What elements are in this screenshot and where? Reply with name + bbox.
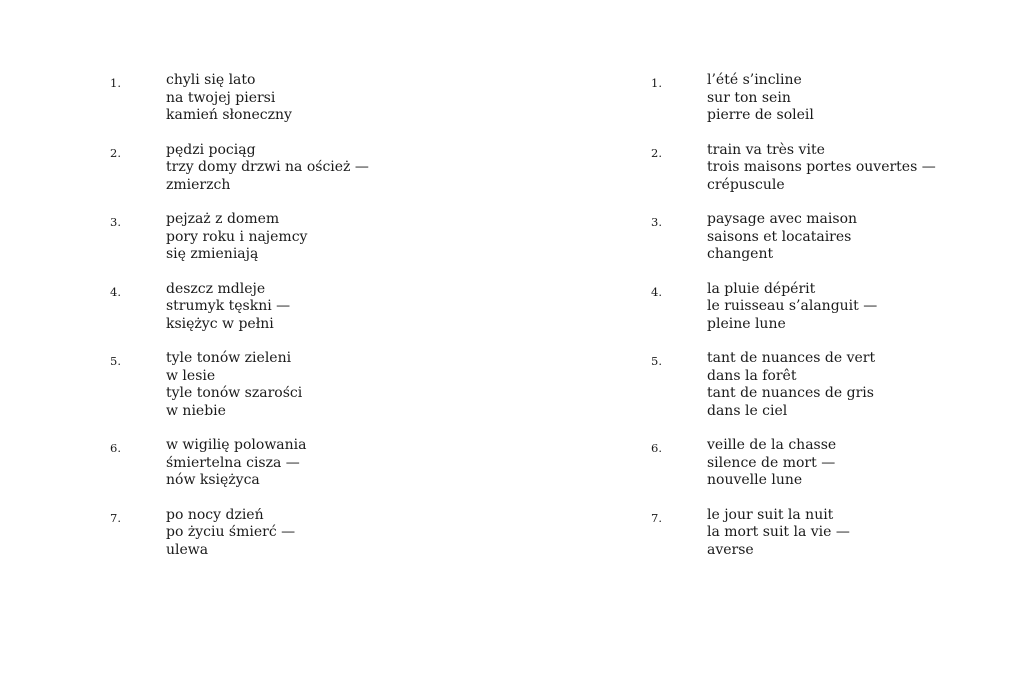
poem-line: trois maisons portes ouvertes — (707, 159, 936, 175)
poem-number: 7. (110, 510, 121, 525)
poem-line: strumyk tęskni — (166, 298, 291, 314)
poem-lines (707, 142, 936, 195)
poem-lines (707, 507, 936, 560)
poem-5 (651, 350, 936, 420)
poem-7 (651, 507, 936, 560)
poem-lines (166, 281, 369, 334)
poem-line: le jour suit la nuit (707, 506, 834, 523)
poem-line: dans le ciel (707, 402, 788, 419)
poem-6 (110, 437, 369, 490)
poem-number: 6. (110, 441, 121, 455)
poem-line: pędzi pociąg (166, 141, 256, 158)
poem-line: ulewa (166, 541, 209, 558)
poem-line: tyle tonów szarości (166, 385, 303, 401)
poem-5 (110, 350, 369, 420)
poem-line: paysage avec maison (707, 211, 858, 227)
poem-line: tant de nuances de vert (707, 350, 876, 366)
poem-line: tyle tonów zieleni (166, 350, 292, 366)
poem-number: 7. (651, 510, 662, 525)
poem-number: 4. (110, 284, 121, 299)
poem-number: 3. (651, 215, 662, 229)
poem-lines (166, 211, 369, 264)
poem-line: księżyc w pełni (166, 315, 274, 332)
poem-line: w wigilię polowania (166, 437, 307, 453)
poem-line: la pluie dépérit (707, 280, 816, 297)
poem-7 (110, 507, 369, 560)
poem-3 (110, 211, 369, 264)
poem-lines (707, 437, 936, 490)
poem-line: się zmieniają (166, 246, 259, 262)
poem-line: pory roku i najemcy (166, 228, 308, 245)
poem-line: nów księżyca (166, 472, 260, 488)
poem-3 (651, 211, 936, 264)
poem-lines (166, 72, 369, 125)
polish-column (110, 72, 369, 559)
poem-line: zmierzch (166, 176, 231, 193)
poem-1 (110, 72, 369, 125)
poem-4 (651, 281, 936, 334)
poem-line: pejzaż z domem (166, 211, 280, 227)
poem-lines (707, 72, 936, 125)
poem-number: 1. (651, 76, 662, 90)
poem-line: averse (707, 541, 754, 558)
poem-line: la mort suit la vie — (707, 524, 850, 540)
poem-number: 5. (651, 354, 662, 368)
poem-number: 2. (110, 145, 121, 160)
poem-line: chyli się lato (166, 72, 256, 88)
poem-line: po nocy dzień (166, 506, 264, 523)
poem-lines (707, 350, 936, 420)
poem-number: 5. (110, 354, 121, 368)
poem-number: 6. (651, 441, 662, 455)
poem-line: silence de mort — (707, 454, 836, 471)
poem-line: dans la forêt (707, 367, 797, 384)
poem-1 (651, 72, 936, 125)
poem-line: śmiertelna cisza — (166, 454, 300, 471)
poem-line: saisons et locataires (707, 228, 852, 245)
poem-line: na twojej piersi (166, 89, 276, 106)
poem-6 (651, 437, 936, 490)
poem-line: kamień słoneczny (166, 107, 292, 123)
poem-line: changent (707, 246, 774, 262)
poem-lines (707, 281, 936, 334)
poem-line: crépuscule (707, 176, 785, 193)
poem-line: po życiu śmierć — (166, 524, 296, 540)
poem-number: 4. (651, 284, 662, 299)
poem-2 (651, 142, 936, 195)
poem-line: le ruisseau s’alanguit — (707, 298, 878, 314)
poem-line: l’été s’incline (707, 72, 802, 88)
poem-lines (166, 142, 369, 195)
poem-line: pierre de soleil (707, 107, 814, 123)
poem-line: tant de nuances de gris (707, 385, 874, 401)
french-column (651, 72, 936, 559)
poem-lines (166, 350, 369, 420)
poem-line: trzy domy drzwi na oścież — (166, 159, 369, 175)
poem-number: 1. (110, 76, 121, 90)
poem-2 (110, 142, 369, 195)
poem-line: w niebie (166, 402, 226, 419)
poem-line: w lesie (166, 367, 216, 384)
poem-line: nouvelle lune (707, 472, 803, 488)
poem-line: veille de la chasse (707, 437, 837, 453)
poem-line: deszcz mdleje (166, 280, 266, 297)
poem-4 (110, 281, 369, 334)
poem-lines (166, 437, 369, 490)
poem-lines (707, 211, 936, 264)
poem-line: train va très vite (707, 141, 825, 158)
poem-number: 3. (110, 215, 121, 229)
poem-line: sur ton sein (707, 89, 791, 106)
poem-number: 2. (651, 145, 662, 160)
poem-line: pleine lune (707, 315, 786, 332)
poem-lines (166, 507, 369, 560)
